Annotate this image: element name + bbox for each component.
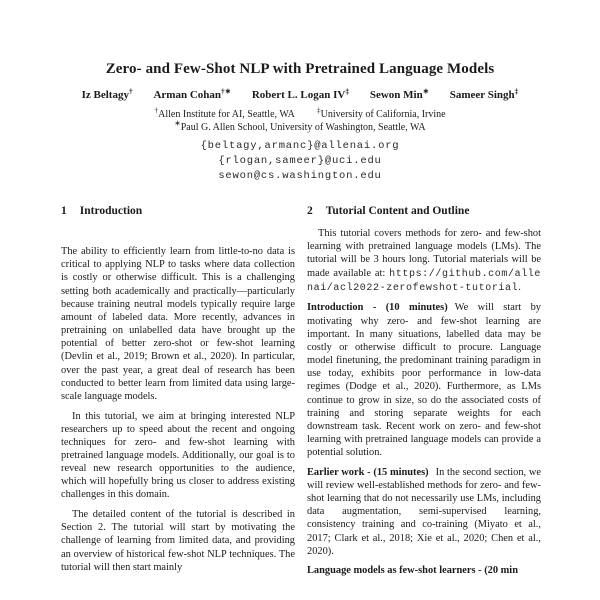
author-entry <box>251 86 350 101</box>
emails-block <box>0 139 600 184</box>
paper-title: Zero- and Few-Shot NLP with Pretrained Language Models <box>105 61 495 77</box>
affiliation-entry <box>316 105 446 120</box>
author-affiliation-marker: ‡ <box>514 86 519 96</box>
paragraph <box>307 227 541 295</box>
email-line: {rlogan,sameer}@uci.edu <box>218 155 382 167</box>
outline-item-heading: Introduction - (10 minutes) <box>307 302 448 314</box>
section-heading-introduction <box>61 205 295 218</box>
affiliation-text: Paul G. Allen School, University of Washington, Seattle, WA <box>180 122 426 133</box>
author-name: Robert L. Logan IV <box>251 89 346 101</box>
author-affiliation-marker: ‡ <box>345 86 350 96</box>
paragraph: In this tutorial, we aim at bringing interested NLP researchers up to speed about the recent and ongoing techniques for zero- and few-shot learning with pretrained language models. Additionally, our goal is to reveal new research opportunities to the audience, which will hopefully bring us closer to address existing challenges in this domain. <box>61 410 295 501</box>
affiliation-line <box>0 118 600 134</box>
right-column <box>307 205 541 584</box>
affiliation-entry <box>174 118 426 133</box>
affiliation-text: Allen Institute for AI, Seattle, WA <box>158 109 295 120</box>
outline-item-body: We will start by motivating why zero- and few-shot learning are important. In many situations, labelled data may be costly or otherwise difficult to procure. Language model finetuning, the predominant training paradigm in use today, exhibits poor performance in low-data regimes (Dodge et al., 2020). Furthermore, as LMs continue to grow in size, so do the associated costs of training and storing separate weights for each downstream task. Recent work on zero- and few-shot learning with pretrained language models can provide a potential solution. <box>307 302 541 459</box>
two-column-body <box>61 205 541 584</box>
affiliation-marker: † <box>154 105 159 115</box>
email-line: sewon@cs.washington.edu <box>218 170 382 182</box>
affiliation-marker: ‡ <box>316 105 321 115</box>
section-number: 2 <box>307 205 313 217</box>
affiliation-text: University of California, Irvine <box>320 109 446 120</box>
affiliation-marker: ∗ <box>174 118 181 128</box>
section-number: 1 <box>61 205 67 217</box>
paragraph: The ability to efficiently learn from little-to-no data is critical to applying NLP to tasks where data collection is costly or otherwise difficult. This is a challenging setting both academically and practically—particularly because training neutral models typically require large amount of labeled data. More recently, advances in pretraining on unlabelled data have brought up the potential of better zero-shot or few-shot learning (Devlin et al., 2019; Brown et al., 2020). In particular, over the past year, a great deal of research has been conducted to better learn from limited data using large-scale language models. <box>61 246 295 402</box>
author-name: Sewon Min <box>369 89 423 101</box>
author-affiliation-marker: † <box>128 86 133 96</box>
outline-item <box>307 564 541 577</box>
author-affiliation-marker: ∗ <box>422 86 429 96</box>
author-entry <box>369 86 429 101</box>
paragraph: The detailed content of the tutorial is described in Section 2. The tutorial will start by motivating the challenge of learning from limited data, and providing an overview of historical few-shot NLP techniques. The tutorial will then start mainly <box>61 509 295 573</box>
section-title: Tutorial Content and Outline <box>325 205 470 217</box>
left-column <box>61 205 295 584</box>
author-name: Arman Cohan <box>153 89 222 101</box>
paragraph-text: This tutorial covers methods for zero- and few-shot learning with pretrained language models (LMs). The tutorial will be 3 hours long. Tutorial materials will be made available at: <box>307 228 541 279</box>
outline-item-heading: Language models as few-shot learners - (20 min <box>307 565 518 577</box>
outline-item-heading: Earlier work - (15 minutes) <box>307 466 429 478</box>
author-affiliation-marker: †∗ <box>221 86 232 96</box>
tutorial-materials-url-link[interactable]: https://github.com/allenai/acl2022-zerofewshot-tutorial <box>307 268 541 294</box>
paper-header <box>0 0 600 184</box>
paragraph-text: . <box>518 281 521 293</box>
author-entry <box>449 86 519 101</box>
affiliation-line <box>0 105 600 121</box>
section-title: Introduction <box>79 205 143 217</box>
author-name: Iz Beltagy <box>81 89 129 101</box>
outline-item <box>307 301 541 459</box>
author-line <box>0 86 600 101</box>
author-entry <box>81 86 133 101</box>
author-entry <box>153 86 232 101</box>
section-heading-tutorial-content <box>307 205 541 218</box>
affiliations-block <box>0 105 600 134</box>
outline-item <box>307 466 541 558</box>
author-name: Sameer Singh <box>449 89 515 101</box>
email-line: {beltagy,armanc}@allenai.org <box>200 140 400 152</box>
outline-item-body: In the second section, we will review well-established methods for zero- and few-shot learning that do not necessarily use LMs, including data augmentation, semi-supervised learning, consistency training and co-training (Miyato et al., 2017; Clark et al., 2018; Xie et al., 2020; Chen et al., 2020). <box>307 466 541 557</box>
